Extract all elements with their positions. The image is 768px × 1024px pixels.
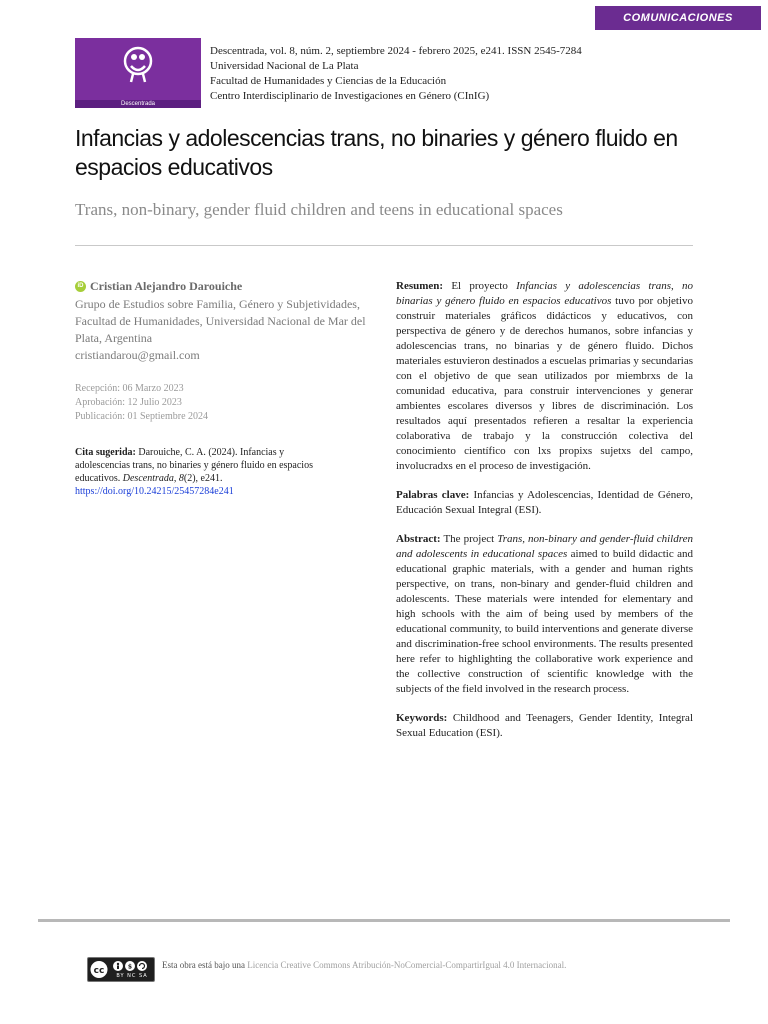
keywords-es-label: Palabras clave:	[396, 489, 470, 501]
center-line: Centro Interdisciplinario de Investigaciones en Género (CInIG)	[210, 90, 490, 102]
keywords-en	[396, 711, 693, 741]
citation-label: Cita sugerida:	[75, 447, 136, 458]
abstract-es-label: Resumen:	[396, 280, 444, 292]
license-link[interactable]: Licencia Creative Commons Atribución-NoComercial-CompartirIgual 4.0 Internacional.	[247, 960, 567, 970]
article-dates	[75, 382, 375, 424]
affiliation-text: Grupo de Estudios sobre Familia, Género y Subjetividades, Facultad de Humanidades, Universidad Nacional de Mar del Plata, Argentina	[75, 297, 366, 345]
abstract-en-intro: The project	[443, 533, 495, 545]
svg-text:$: $	[127, 963, 133, 971]
title-divider	[75, 245, 693, 246]
section-badge: COMUNICACIONES	[595, 6, 761, 30]
published-date: Publicación: 01 Septiembre 2024	[75, 411, 209, 422]
license-prefix: Esta obra está bajo una	[162, 960, 245, 970]
abstracts-column	[396, 279, 693, 755]
author-affiliation	[75, 296, 375, 364]
keywords-es-text: Infancias y Adolescencias, Identidad de Género, Educación Sexual Integral (ESI).	[396, 489, 693, 516]
suggested-citation: Cita sugerida: Darouiche, C. A. (2024). Infancias y adolescencias trans, no binaries y género fluido en espacios educativos. Descentrada, 8(2), e241. https://doi.org/10.24215/25457284e241	[75, 447, 313, 497]
logo-text: Descentrada	[120, 101, 156, 107]
keywords-es	[396, 488, 693, 518]
abstract-en	[396, 532, 693, 697]
keywords-en-label: Keywords:	[396, 712, 448, 724]
journal-logo	[75, 38, 201, 108]
doi-link[interactable]: https://doi.org/10.24215/25457284e241	[75, 486, 234, 497]
creative-commons-badge[interactable]	[87, 957, 155, 982]
svg-text:cc: cc	[93, 966, 105, 976]
citation-volume: 8	[178, 473, 184, 484]
author-name: Cristian Alejandro Darouiche	[90, 279, 243, 293]
author-name-line	[75, 279, 375, 294]
received-date: Recepción: 06 Marzo 2023	[75, 383, 184, 394]
abstract-es-body: tuvo por objetivo construir materiales gráficos didácticos y educativos, con perspectiva de género y de derechos humanos, sobre infancias y adolescencias trans, no binarias y de género fluido. Dichos materiales estuvieron destinados a escuelas primarias y secundarias con el objetivo de que sean utilizados por miembrxs de la comunidad educativa, para construir intervenciones y generar ambientes escolares diversos y libres de discriminación. Los resultados aquí presentados refieren a resaltar la experiencia colaborativa de trabajo y la construcción colectiva del conocimiento científico con lxs propixs sujetxs del campo, involucradxs en el proceso de investigación.	[396, 295, 694, 472]
abstract-es	[396, 279, 693, 474]
abstract-en-body: aimed to build didactic and educational graphic materials, with a gender and human rights perspective, on trans, non-binary and gender-fluid children and adolescents. These materials were intended for elementary and high schools with the aim of being used by members of the educational community, to build interventions and generate diverse and discrimination-free school environments. The results presented here refer to highlighting the collaborative work experience and the collective construction of scientific knowledge with the subjects of the field involved in the research process.	[396, 548, 694, 695]
keywords-en-text: Childhood and Teenagers, Gender Identity, Integral Sexual Education (ESI).	[396, 712, 693, 739]
cc-badge-text: BY NC SA	[116, 973, 148, 979]
descentrada-logo-icon	[119, 44, 157, 84]
approved-date: Aprobación: 12 Julio 2023	[75, 397, 182, 408]
citation-journal: Descentrada	[122, 473, 174, 484]
journal-info	[210, 44, 582, 104]
abstract-en-label: Abstract:	[396, 533, 441, 545]
citation-issue: (2), e241.	[183, 473, 223, 484]
author-block	[75, 279, 375, 498]
article-subtitle: Trans, non-binary, gender fluid children and teens in educational spaces	[75, 200, 563, 219]
license-notice	[162, 960, 566, 970]
journal-citation-line: Descentrada, vol. 8, núm. 2, septiembre 2024 - febrero 2025, e241. ISSN 2545-7284	[210, 45, 582, 57]
orcid-icon[interactable]: iD	[75, 281, 86, 292]
author-email[interactable]: cristiandarou@gmail.com	[75, 348, 200, 362]
abstract-en-project-title: Trans, non-binary and gender-fluid children and adolescents in educational spaces	[396, 533, 693, 560]
abstract-es-intro: El proyecto	[451, 280, 508, 292]
faculty-line: Facultad de Humanidades y Ciencias de la Educación	[210, 75, 447, 87]
article-title: Infancias y adolescencias trans, no binaries y género fluido en espacios educativos	[75, 125, 678, 180]
abstract-es-project-title: Infancias y adolescencias trans, no binarias y género fluido en espacios educativos	[396, 280, 694, 307]
university-line: Universidad Nacional de La Plata	[210, 60, 359, 72]
footer-divider	[38, 919, 730, 922]
citation-text: Darouiche, C. A. (2024). Infancias y adolescencias trans, no binaries y género fluido en espacios educativos.	[75, 447, 313, 484]
